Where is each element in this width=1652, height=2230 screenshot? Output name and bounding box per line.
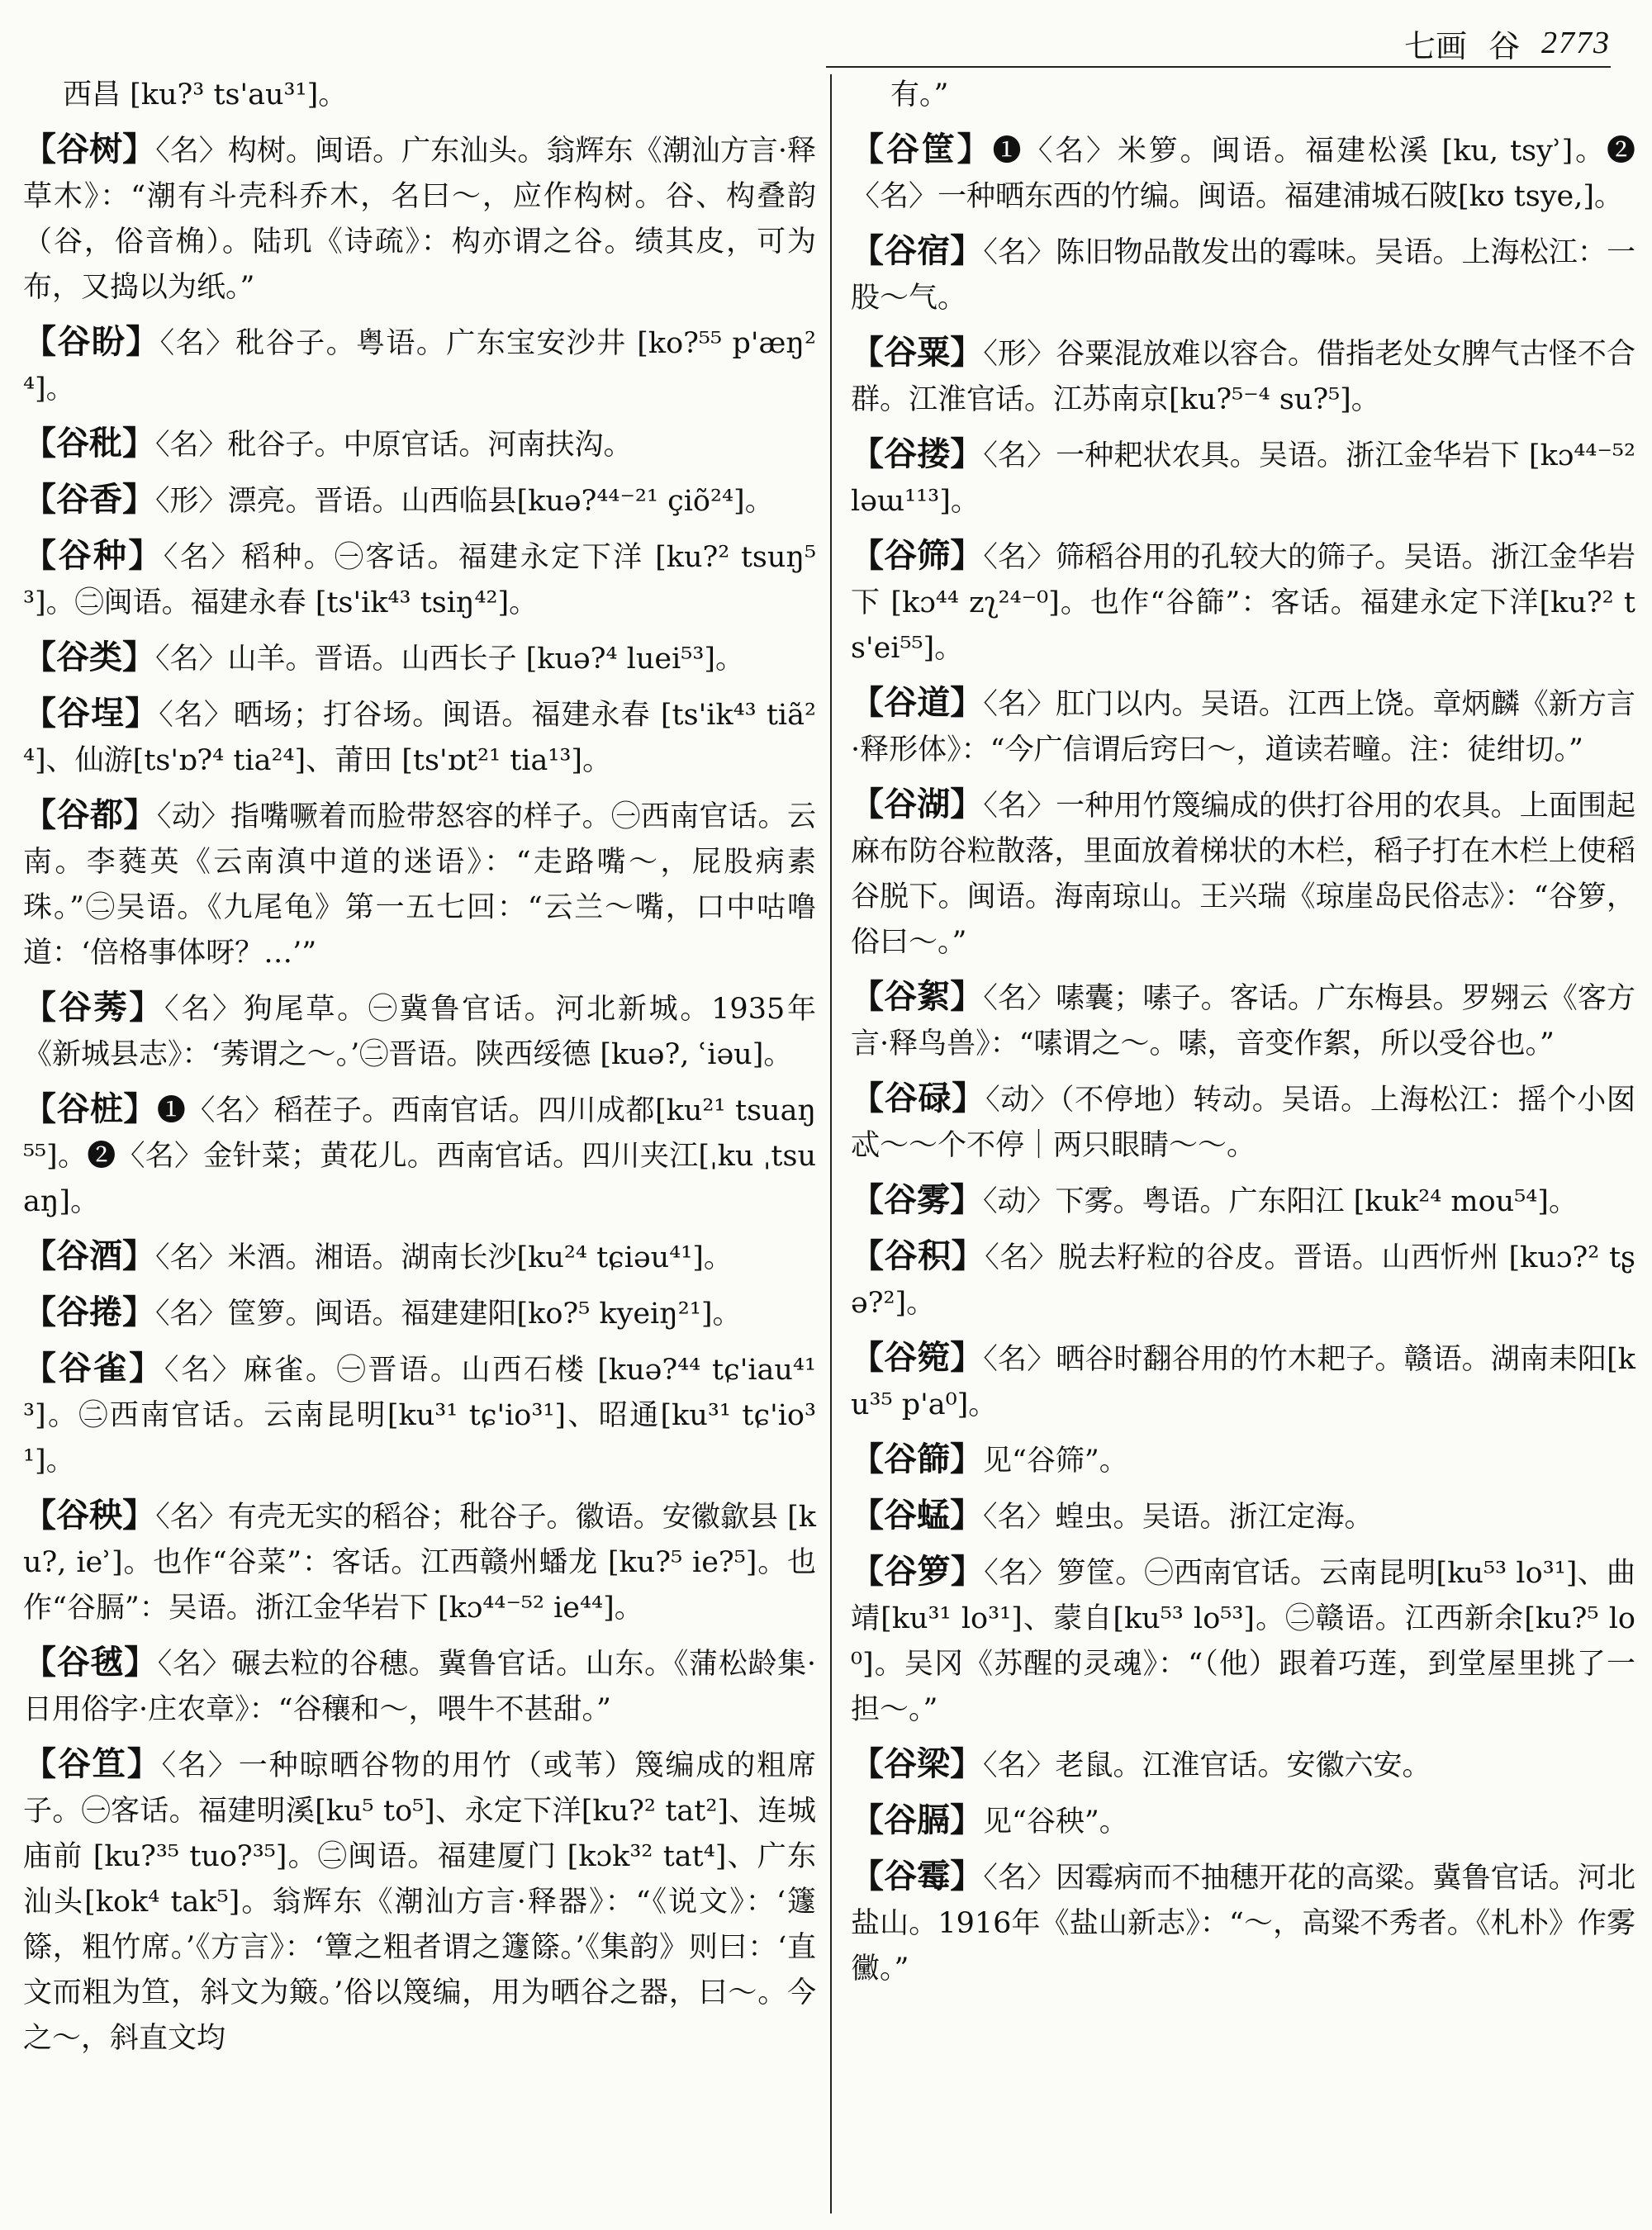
entry-definition: 〈名〉构树。闽语。广东汕头。翁辉东《潮汕方言·释草木》：“潮有斗壳科乔木，名曰～，应作构树。谷、构叠韵（谷，俗音桷）。陆玑《诗疏》：构亦谓之谷。绩其皮，可为布，又捣以为纸。” (23, 135, 816, 304)
dictionary-entry (23, 792, 816, 976)
header-rule (826, 66, 1611, 68)
dictionary-entry (23, 420, 816, 468)
entry-headword: 【谷道】 (851, 683, 984, 722)
dictionary-entry (23, 477, 816, 524)
dictionary-entry (851, 1853, 1635, 1992)
entry-definition: 〈名〉秕谷子。粤语。广东宝安沙井 [ko?⁵⁵ p'æŋ²⁴]。 (23, 327, 817, 406)
right-column (851, 73, 1635, 2000)
entry-definition: 〈名〉一种晾晒谷物的用竹（或苇）篾编成的粗席子。㊀客话。福建明溪[ku⁵ to⁵]、永定下洋[ku?² tat²]、连城庙前 [ku?³⁵ tuo?³⁵]。㊁闽语。福建厦门 [kɔk³² tat⁴]、广东汕头[kok⁴ tak⁵]。翁辉东《潮汕方言·释器》：“《说文》：‘籧篨，粗竹席。’《方言》：‘簟之粗者谓之籧篨。’《集韵》则曰：‘直文而粗为笪，斜文为簸。’俗以篾编，用为晒谷之器，曰～。今之～，斜直文均 (23, 1749, 816, 2055)
dictionary-entry (851, 1549, 1635, 1733)
entry-headword: 【谷粟】 (851, 333, 984, 372)
entry-definition: 〈名〉碾去粒的谷穗。冀鲁官话。山东。《蒲松龄集·日用俗字·庄农章》：“谷穰和～，喂牛不甚甜。” (23, 1648, 816, 1726)
entry-definition: 见“谷筛”。 (983, 1445, 1128, 1478)
dictionary-entry (851, 431, 1635, 524)
entry-headword: 【谷积】 (851, 1236, 985, 1275)
dictionary-entry (23, 1289, 816, 1337)
entry-definition: 〈名〉稻种。㊀客话。福建永定下洋 [ku?² tsuŋ⁵³]。㊁闽语。福建永春 [ts'ik⁴³ tsiŋ⁴²]。 (23, 541, 817, 619)
entry-definition: 〈名〉米酒。湘语。湖南长沙[ku²⁴ tɕiəu⁴¹]。 (155, 1241, 733, 1274)
continuation-text: 有。” (890, 78, 949, 112)
dictionary-entry (851, 1436, 1635, 1484)
entry-definition: 〈名〉一种用竹篾编成的供打谷用的农具。上面围起麻布防谷粒散落，里面放着梯状的木栏，稻子打在木栏上使稻谷脱下。闽语。海南琼山。王兴瑞《琼崖岛民俗志》：“谷箩，俗曰～。” (851, 790, 1635, 959)
entry-definition: 〈名〉肛门以内。吴语。江西上饶。章炳麟《新方言·释形体》：“今广信谓后窍曰～，道读若疃。注：徒绀切。” (851, 688, 1635, 766)
entry-headword: 【谷篩】 (851, 1440, 983, 1478)
dictionary-entry (851, 781, 1635, 966)
entry-headword: 【谷秧】 (23, 1496, 156, 1535)
entry-headword: 【谷雀】 (23, 1349, 164, 1388)
entry-headword: 【谷盼】 (23, 322, 160, 361)
entry-headword: 【谷莠】 (23, 988, 165, 1027)
entry-definition: 〈名〉有壳无实的稻谷；秕谷子。徽语。安徽歙县 [ku?, ieʾ]。也作“谷菜”：客话。江西赣州蟠龙 [ku?⁵ ie?⁵]。也作“谷膈”：吴语。浙江金华岩下 [kɔ⁴⁴⁻⁵² ie⁴⁴]。 (23, 1501, 817, 1625)
entry-headword: 【谷箩】 (851, 1552, 985, 1591)
entry-definition: 〈名〉箩筐。㊀西南官话。云南昆明[ku⁵³ lo³¹]、曲靖[ku³¹ lo³¹]、蒙自[ku⁵³ lo⁵³]。㊁赣语。江西新余[ku?⁵ lo⁰]。吴冈《苏醒的灵魂》：“（他）跟着巧莲，到堂屋里挑了一担～。” (851, 1557, 1636, 1726)
dictionary-entry (851, 1233, 1635, 1326)
dictionary-entry (851, 330, 1635, 423)
dictionary-entry (851, 1492, 1635, 1540)
entry-headword: 【谷湖】 (851, 785, 984, 823)
entry-definition: 〈动〉指嘴噘着而脸带怒容的样子。㊀西南官话。云南。李蕤英《云南滇中道的迷语》：“走路嘴～，屁股病素珠。”㊁吴语。《九尾龟》第一五七回：“云兰～嘴，口中咕噜道：‘倍格事体呀？…’” (23, 800, 816, 970)
entry-headword: 【谷毧】 (23, 1643, 158, 1682)
entry-headword: 【谷碌】 (851, 1079, 986, 1117)
entry-definition: 见“谷秧”。 (983, 1805, 1128, 1839)
dictionary-entry (851, 974, 1635, 1067)
column-divider (830, 74, 832, 2213)
entry-headword: 【谷捲】 (23, 1293, 155, 1331)
entry-headword: 【谷类】 (23, 638, 155, 676)
entry-definition: 〈名〉狗尾草。㊀冀鲁官话。河北新城。1935年《新城县志》：‘莠谓之～。’㊁晋语。陕西绥德 [kuə?, ʿiəu]。 (23, 993, 816, 1071)
dictionary-entry (851, 533, 1635, 671)
entry-definition: 〈名〉晒场；打谷场。闽语。福建永春 [ts'ik⁴³ tiã²⁴]、仙游[ts'ɒ?⁴ tia²⁴]、莆田 [ts'ɒt²¹ tia¹³]。 (23, 699, 816, 777)
entry-definition: 〈名〉脱去籽粒的谷皮。晋语。山西忻州 [kuɔ?² tʂə?²]。 (851, 1241, 1635, 1320)
continuation-text: 西昌 [ku?³ ts'au³¹]。 (63, 78, 348, 112)
entry-headword: 【谷筛】 (851, 536, 984, 575)
radical-label: 谷 (1488, 27, 1520, 64)
entry-headword: 【谷香】 (23, 480, 155, 519)
entry-headword: 【谷都】 (23, 795, 157, 834)
dictionary-entry (23, 319, 816, 412)
section-label: 七画 (1403, 27, 1467, 64)
entry-headword: 【谷雾】 (851, 1180, 983, 1219)
dictionary-entry (851, 1177, 1635, 1225)
dictionary-entry (23, 1741, 816, 2062)
dictionary-entry (23, 1233, 816, 1281)
dictionary-entry (23, 690, 816, 784)
dictionary-entry (851, 228, 1635, 321)
entry-headword: 【谷箢】 (851, 1338, 984, 1377)
page-number: 2773 (1541, 26, 1611, 60)
entry-definition: 〈名〉陈旧物品散发出的霉味。吴语。上海松江：一股～气。 (851, 236, 1635, 315)
entry-headword: 【谷埕】 (23, 694, 159, 733)
entry-definition: 〈动〉（不停地）转动。吴语。上海松江：摇个小囡忒～～个不停｜两只眼睛～～。 (851, 1084, 1635, 1162)
entry-headword: 【谷蜢】 (851, 1496, 983, 1535)
entry-definition: 〈名〉筐箩。闽语。福建建阳[ko?⁵ kyeiŋ²¹]。 (155, 1298, 742, 1331)
left-column (23, 73, 816, 2070)
dictionary-entry (23, 985, 816, 1078)
entry-definition: 〈名〉一种耙状农具。吴语。浙江金华岩下 [kɔ⁴⁴⁻⁵² ləɯ¹¹³]。 (851, 439, 1635, 518)
dictionary-entry (851, 126, 1635, 220)
entry-definition: 〈动〉下雾。粤语。广东阳江 [kuk²⁴ mou⁵⁴]。 (983, 1185, 1578, 1218)
entry-definition: 〈名〉秕谷子。中原官话。河南扶沟。 (155, 429, 633, 462)
dictionary-entry (851, 1075, 1635, 1169)
dictionary-entry (851, 1797, 1635, 1845)
entry-definition: 〈名〉山羊。晋语。山西长子 [kuə?⁴ luei⁵³]。 (155, 643, 745, 676)
dictionary-entry (23, 533, 816, 626)
dictionary-entry (23, 1345, 816, 1484)
entry-headword: 【谷梁】 (851, 1744, 983, 1783)
dictionary-entry (851, 1741, 1635, 1789)
entry-headword: 【谷桩】 (23, 1089, 157, 1128)
entry-headword: 【谷笪】 (23, 1744, 162, 1783)
entry-headword: 【谷搂】 (851, 434, 984, 473)
entry-definition: 〈名〉麻雀。㊀晋语。山西石楼 [kuə?⁴⁴ tɕ'iau⁴¹³]。㊁西南官话。云南昆明[ku³¹ tɕ'io³¹]、昭通[ku³¹ tɕ'io³¹]。 (23, 1354, 816, 1478)
dictionary-entry (23, 634, 816, 682)
entry-definition: 〈名〉嗉囊；嗉子。客话。广东梅县。罗翙云《客方言·释鸟兽》：“嗉谓之～。嗉，音变作絮，所以受谷也。” (851, 982, 1635, 1060)
entry-definition: 〈形〉谷粟混放难以容合。借指老处女脾气古怪不合群。江淮官话。江苏南京[ku?⁵⁻⁴ su?⁵]。 (851, 338, 1635, 416)
entry-definition: 〈名〉晒谷时翻谷用的竹木耙子。赣语。湖南耒阳[ku³⁵ p'a⁰]。 (851, 1343, 1635, 1421)
entry-definition: 〈名〉蝗虫。吴语。浙江定海。 (983, 1501, 1374, 1534)
entry-headword: 【谷酒】 (23, 1236, 155, 1275)
entry-definition: ❶〈名〉稻茬子。西南官话。四川成都[ku²¹ tsuaŋ⁵⁵]。❷〈名〉金针菜；黄花儿。西南官话。四川夹江[ˌku ˌtsuaŋ]。 (23, 1094, 817, 1218)
dictionary-entry (23, 1086, 816, 1225)
entry-headword: 【谷膈】 (851, 1801, 983, 1839)
entry-definition: 〈名〉因霉病而不抽穗开花的高粱。冀鲁官话。河北盐山。1916年《盐山新志》：“～，高粱不秀者。《札朴》作雾黴。” (851, 1862, 1635, 1986)
entry-definition: 〈名〉筛稻谷用的孔较大的筛子。吴语。浙江金华岩下 [kɔ⁴⁴ zʅ²⁴⁻⁰]。也作“谷篩”：客话。福建永定下洋[ku?² ts'ei⁵⁵]。 (851, 541, 1635, 665)
dictionary-entry (851, 680, 1635, 773)
dictionary-entry (23, 1639, 816, 1733)
entry-headword: 【谷筐】 (851, 130, 993, 168)
entry-headword: 【谷宿】 (851, 231, 984, 270)
page-header (1289, 18, 1611, 68)
entry-headword: 【谷种】 (23, 536, 164, 575)
entry-headword: 【谷霉】 (851, 1857, 984, 1896)
entry-headword: 【谷树】 (23, 130, 156, 168)
entry-definition: ❶〈名〉米箩。闽语。福建松溪 [ku, tsyʾ]。❷〈名〉一种晒东西的竹编。闽语。福建浦城石陂[kʊ tsye,]。 (851, 135, 1636, 213)
entry-definition: 〈形〉漂亮。晋语。山西临县[kuə?⁴⁴⁻²¹ çiõ²⁴]。 (155, 485, 774, 518)
dictionary-entry (23, 126, 816, 311)
dictionary-entry (851, 1335, 1635, 1428)
entry-definition: 〈名〉老鼠。江淮官话。安徽六安。 (983, 1749, 1431, 1782)
entry-headword: 【谷秕】 (23, 424, 155, 463)
dictionary-entry (23, 1492, 816, 1631)
entry-headword: 【谷絮】 (851, 977, 984, 1016)
